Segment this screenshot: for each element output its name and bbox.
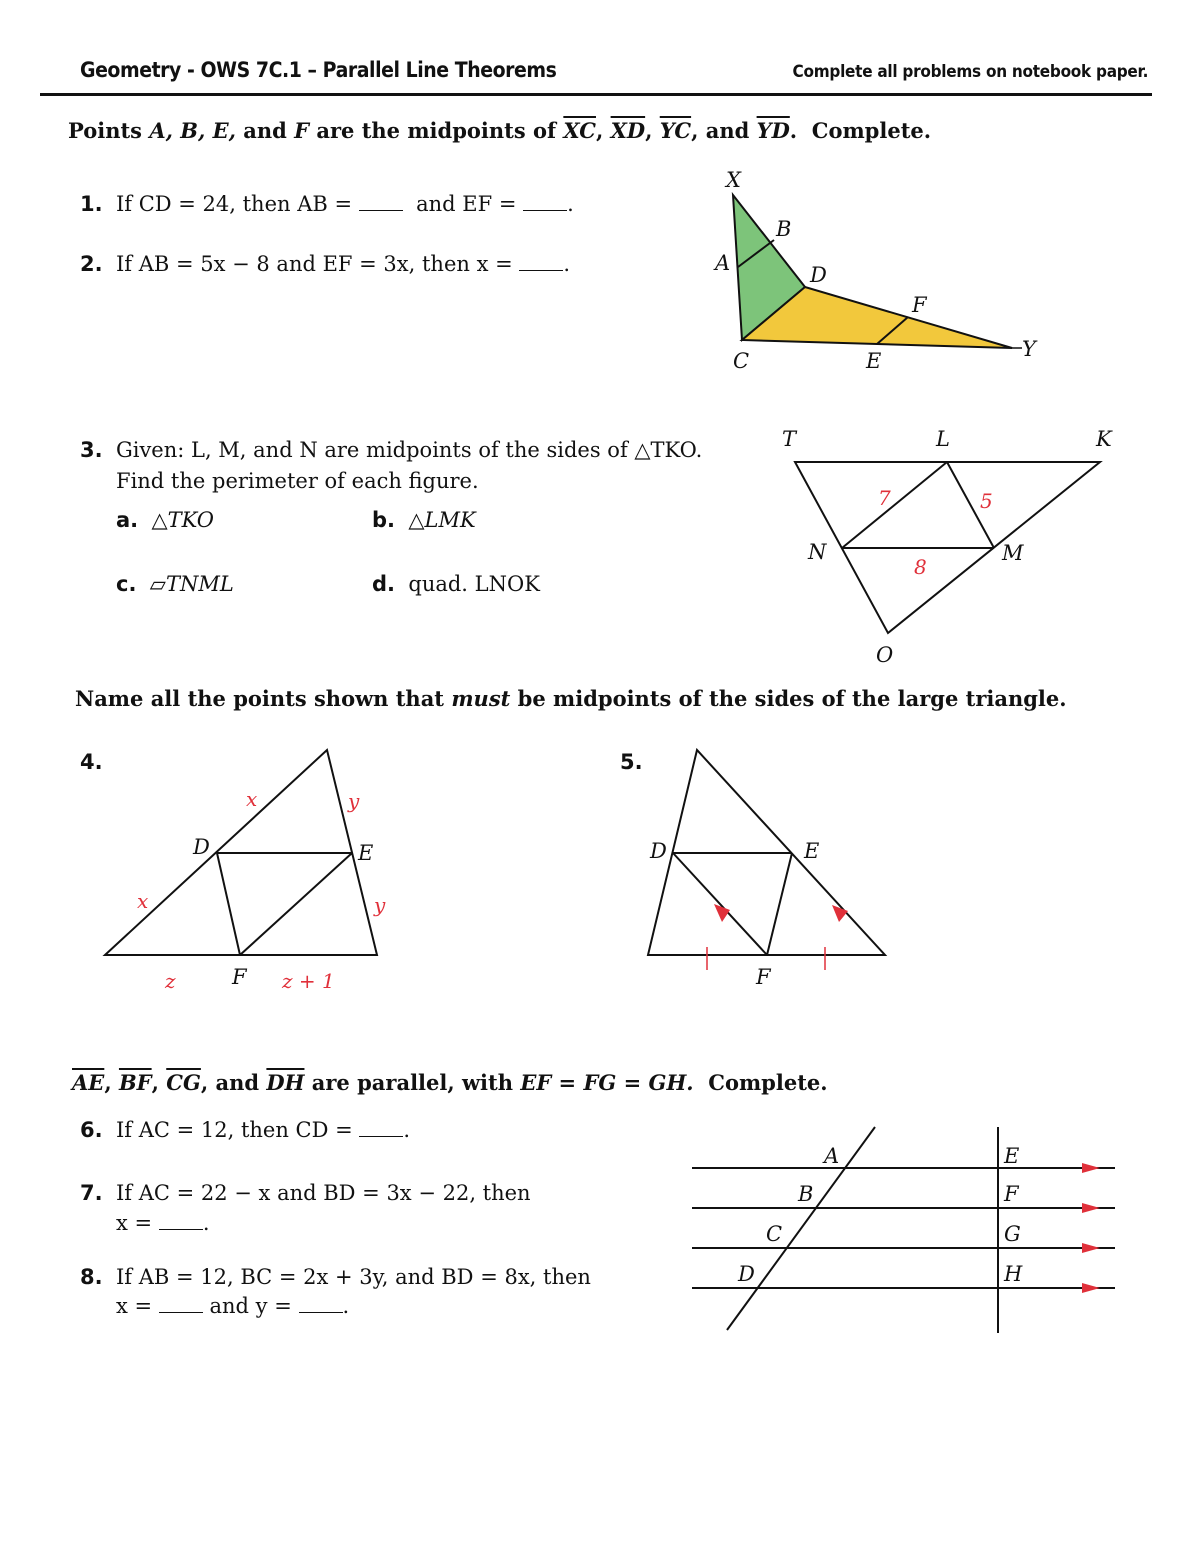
question-3c: c. ▱TNML [116, 572, 234, 596]
label-T: T [782, 427, 797, 451]
value-8: 8 [914, 555, 927, 579]
label-N: N [808, 540, 827, 564]
question-7: 7. If AC = 22 − x and BD = 3x − 22, then [80, 1181, 531, 1205]
label-A: A [715, 251, 731, 275]
parallel-arrow-icon [1082, 1203, 1100, 1213]
label-F: F [912, 293, 927, 317]
label-D: D [650, 839, 667, 863]
question-3: 3. Given: L, M, and N are midpoints of the sides of △TKO. [80, 438, 703, 462]
label-E: E [1004, 1144, 1020, 1168]
parallel-arrow-icon [1082, 1163, 1100, 1173]
question-3b: b. △LMK [372, 508, 476, 532]
figure-5-triangle [630, 740, 910, 1000]
label-G: G [1004, 1222, 1021, 1246]
figure-parallel-lines [680, 1115, 1130, 1345]
question-3-line2: Find the perimeter of each figure. [116, 469, 479, 493]
label-Y: Y [1022, 337, 1036, 361]
question-2: 2. If AB = 5x − 8 and EF = 3x, then x = . [80, 252, 571, 276]
question-4-number: 4. [80, 750, 103, 774]
label-C: C [766, 1222, 783, 1246]
label-O: O [876, 643, 894, 667]
section3-heading: Name all the points shown that must be midpoints of the sides of the large triangle. [75, 686, 1067, 711]
question-1: 1. If CD = 24, then AB = and EF = . [80, 192, 574, 216]
question-8-line2: x = and y = . [116, 1294, 350, 1318]
label-x-lower: x [137, 889, 149, 913]
header-rule [40, 93, 1152, 96]
label-D: D [738, 1262, 755, 1286]
section4-heading: $\overline{AE}$, $\overline{BF}$, $\overline{CG}$, and $\overline{DH}$ are parallel, with EF = FG = GH. Complete. [72, 1070, 828, 1095]
section1-intro: Points A, B, E, and F are the midpoints of $\overline{XC}$, $\overline{XD}$, $\overline{YC}$, and $\overline{YD}$. Complete. [68, 118, 932, 143]
label-F: F [1004, 1182, 1019, 1206]
figure-tko-triangle [770, 420, 1140, 675]
label-M: M [1002, 541, 1024, 565]
value-7: 7 [878, 486, 891, 510]
label-E: E [804, 839, 820, 863]
label-y-lower: y [374, 893, 386, 917]
label-D: D [810, 263, 827, 287]
figure-xcy-triangle [700, 160, 1060, 380]
figure-4-triangle [90, 740, 410, 1000]
worksheet-title: Geometry - OWS 7C.1 – Parallel Line Theorems [80, 58, 557, 82]
parallel-arrow-icon [832, 905, 848, 922]
label-H: H [1004, 1262, 1023, 1286]
question-3a: a. △TKO [116, 508, 215, 532]
label-z: z [165, 969, 176, 993]
label-z-plus-1: z + 1 [282, 969, 335, 993]
label-B: B [776, 217, 792, 241]
label-F: F [232, 965, 247, 989]
label-E: E [358, 841, 374, 865]
value-5: 5 [980, 489, 993, 513]
parallel-arrow-icon [1082, 1283, 1100, 1293]
label-y-upper: y [348, 789, 360, 813]
worksheet-instruction: Complete all problems on notebook paper. [792, 62, 1148, 82]
label-A: A [824, 1144, 840, 1168]
label-L: L [936, 427, 950, 451]
label-X: X [726, 168, 741, 192]
label-E: E [866, 349, 882, 373]
question-8: 8. If AB = 12, BC = 2x + 3y, and BD = 8x, then [80, 1265, 591, 1289]
question-5-number: 5. [620, 750, 643, 774]
label-C: C [733, 349, 750, 373]
label-x-upper: x [246, 787, 258, 811]
label-F: F [756, 965, 771, 989]
parallel-arrow-icon [1082, 1243, 1100, 1253]
label-B: B [798, 1182, 814, 1206]
question-7-line2: x = . [116, 1211, 210, 1235]
label-K: K [1096, 427, 1112, 451]
question-3d: d. quad. LNOK [372, 572, 540, 596]
question-6: 6. If AC = 12, then CD = . [80, 1118, 411, 1142]
label-D: D [193, 835, 210, 859]
